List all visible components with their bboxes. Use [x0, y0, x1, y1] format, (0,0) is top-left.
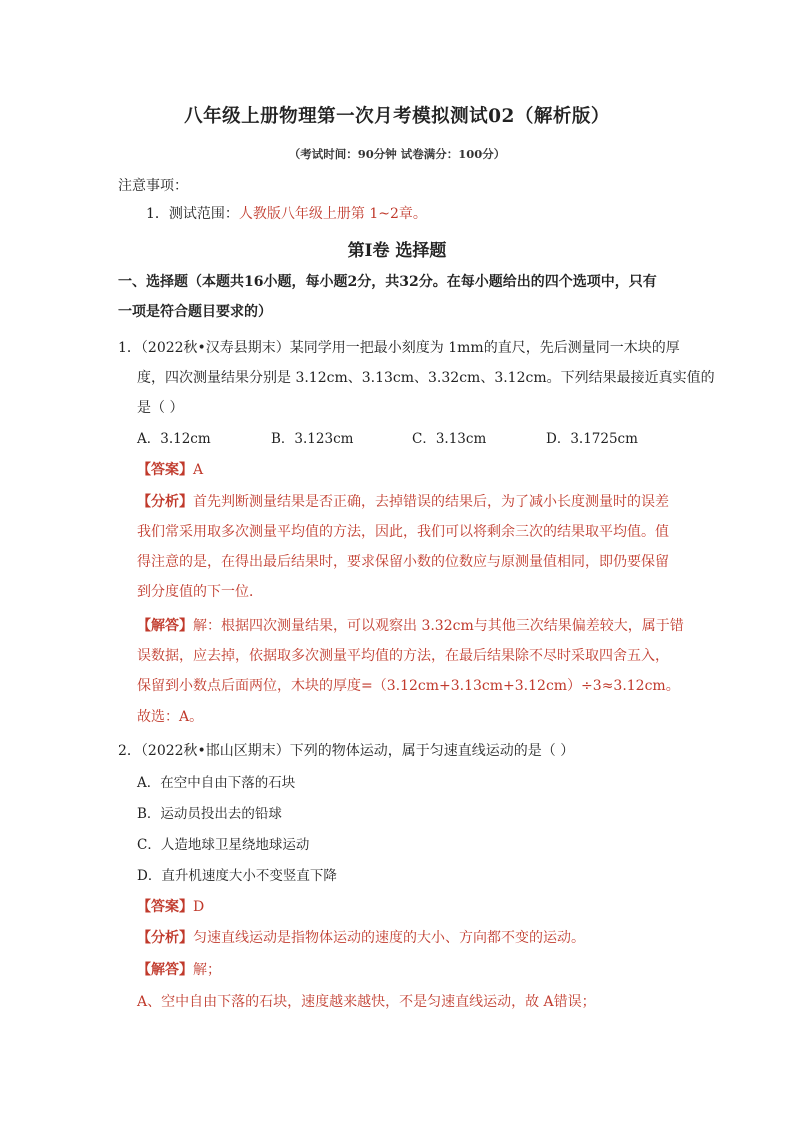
- q1-stem-line-3: 是（ ）: [137, 400, 184, 416]
- q1-analysis-line-4: 到分度值的下一位．: [137, 584, 263, 600]
- q2-analysis-text: 匀速直线运动是指物体运动的速度的大小、方向都不变的运动。: [193, 930, 585, 946]
- q1-analysis-line-3: 得注意的是，在得出最后结果时，要求保留小数的位数应与原测量值相同，即仍要保留: [137, 554, 669, 570]
- exam-info: （考试时间：90分钟 试卷满分：100分）: [288, 147, 506, 161]
- q2-solution: [137, 960, 221, 980]
- q2-analysis: [137, 928, 585, 948]
- notes-item: [146, 204, 427, 224]
- q2-answer: [137, 897, 204, 917]
- q2-option-d: D．直升机速度大小不变竖直下降: [137, 868, 337, 884]
- notes-item-text: 人教版八年级上册第 1~2章。: [238, 206, 427, 222]
- instructions-line-2: 一项是符合题目要求的）: [118, 304, 272, 320]
- q1-solution-line-2: 误数据，应去掉，依据取多次测量平均值的方法，在最后结果除不尽时采取四舍五入，: [137, 648, 669, 664]
- q1-solution-line-1: [137, 616, 684, 636]
- q2-answer-value: D: [193, 899, 205, 915]
- q1-stem-line-2: 度，四次测量结果分别是 3.12cm、3.13cm、3.32cm、3.12cm。下列结果最接近真实值的: [137, 370, 715, 386]
- instructions-line-1: 一、选择题（本题共16小题，每小题2分，共32分。在每小题给出的四个选项中，只有: [118, 274, 657, 290]
- q2-stem: 2．（2022秋•邯山区期末）下列的物体运动，属于匀速直线运动的是（ ）: [118, 743, 575, 759]
- q1-solution-tag: 【解答】: [137, 618, 193, 634]
- section-title: 第Ⅰ卷 选择题: [347, 241, 447, 261]
- q1-analysis-text-1: 首先判断测量结果是否正确，去掉错误的结果后，为了减小长度测量时的误差: [193, 494, 669, 510]
- page-title: 八年级上册物理第一次月考模拟测试02（解析版）: [184, 106, 610, 127]
- q2-option-a: A．在空中自由下落的石块: [137, 775, 296, 791]
- q1-answer: [137, 460, 203, 480]
- q1-analysis-tag: 【分析】: [137, 494, 193, 510]
- q2-option-c: C．人造地球卫星绕地球运动: [137, 837, 310, 853]
- q1-option-c: C．3.13cm: [412, 431, 487, 447]
- q1-analysis-line-1: [137, 492, 669, 512]
- q1-option-a: A．3.12cm: [137, 431, 211, 447]
- q1-option-d: D．3.1725cm: [546, 431, 638, 447]
- q1-option-b: B．3.123cm: [271, 431, 354, 447]
- q1-answer-tag: 【答案】: [137, 462, 193, 478]
- q1-analysis-line-2: 我们常采用取多次测量平均值的方法，因此，我们可以将剩余三次的结果取平均值。值: [137, 524, 669, 540]
- q1-answer-value: A: [193, 462, 204, 478]
- q2-solution-text: 解；: [193, 962, 221, 978]
- q2-answer-tag: 【答案】: [137, 899, 193, 915]
- q2-solution-tag: 【解答】: [137, 962, 193, 978]
- q2-solution-a: A、空中自由下落的石块，速度越来越快，不是匀速直线运动，故 A错误；: [137, 994, 596, 1010]
- q1-solution-line-3: 保留到小数点后面两位，木块的厚度=（3.12cm+3.13cm+3.12cm）÷3≈3.12cm。: [137, 678, 680, 694]
- notes-label: 注意事项：: [118, 178, 188, 194]
- q1-stem-line-1: 1．（2022秋•汉寿县期末）某同学用一把最小刻度为 1mm的直尺，先后测量同一木块的厚: [118, 340, 680, 356]
- notes-item-prefix: 1．测试范围：: [146, 206, 239, 222]
- q1-solution-text-1: 解：根据四次测量结果，可以观察出 3.32cm与其他三次结果偏差较大，属于错: [193, 618, 684, 634]
- q2-option-b: B．运动员投出去的铅球: [137, 806, 282, 822]
- q1-conclusion: 故选：A。: [137, 709, 204, 725]
- q2-analysis-tag: 【分析】: [137, 930, 193, 946]
